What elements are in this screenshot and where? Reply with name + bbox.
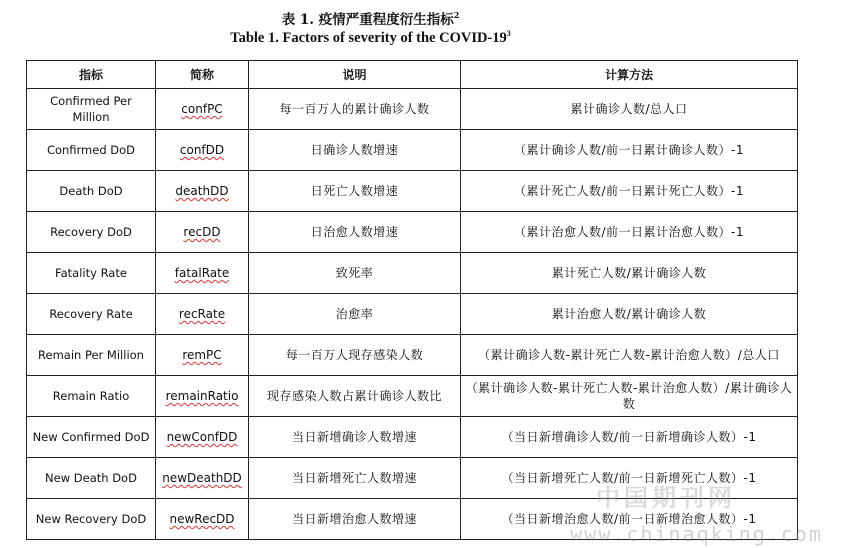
cell-calculation: 累计死亡人数/累计确诊人数: [461, 253, 798, 294]
cell-abbreviation: deathDD: [156, 171, 249, 212]
table-row: [27, 294, 798, 335]
cell-description: 当日新增死亡人数增速: [249, 458, 461, 499]
cell-calculation: （累计确诊人数-累计死亡人数-累计治愈人数）/总人口: [461, 335, 798, 376]
cell-indicator: New Confirmed DoD: [27, 417, 156, 458]
table-header-row: [27, 61, 798, 89]
table-row: [27, 335, 798, 376]
cell-indicator: Remain Per Million: [27, 335, 156, 376]
cell-description: 现存感染人数占累计确诊人数比: [249, 376, 461, 417]
cell-calculation: 累计确诊人数/总人口: [461, 89, 798, 130]
cell-calculation: 累计治愈人数/累计确诊人数: [461, 294, 798, 335]
cell-indicator: Remain Ratio: [27, 376, 156, 417]
cell-abbreviation: newConfDD: [156, 417, 249, 458]
cell-calculation: （当日新增治愈人数/前一日新增治愈人数）-1: [461, 499, 798, 540]
cell-abbreviation: confPC: [156, 89, 249, 130]
cell-abbreviation: remPC: [156, 335, 249, 376]
header-indicator: 指标: [27, 61, 156, 89]
cell-calculation: （当日新增确诊人数/前一日新增确诊人数）-1: [461, 417, 798, 458]
cell-abbreviation: recRate: [156, 294, 249, 335]
cell-abbreviation: confDD: [156, 130, 249, 171]
table-row: [27, 417, 798, 458]
table-row: [27, 130, 798, 171]
cell-calculation: （当日新增死亡人数/前一日新增死亡人数）-1: [461, 458, 798, 499]
table-row: [27, 89, 798, 130]
cell-description: 当日新增治愈人数增速: [249, 499, 461, 540]
cell-calculation: （累计确诊人数-累计死亡人数-累计治愈人数）/累计确诊人数: [461, 376, 798, 417]
cell-description: 每一百万人的累计确诊人数: [249, 89, 461, 130]
cell-description: 日死亡人数增速: [249, 171, 461, 212]
cell-abbreviation: newRecDD: [156, 499, 249, 540]
table-row: [27, 253, 798, 294]
cell-description: 日确诊人数增速: [249, 130, 461, 171]
watermark-url: www.chinaqking.com: [570, 522, 823, 546]
header-abbreviation: 简称: [156, 61, 249, 89]
cell-abbreviation: fatalRate: [156, 253, 249, 294]
table-row: [27, 212, 798, 253]
cell-indicator: Confirmed Per Million: [27, 89, 156, 130]
cell-description: 当日新增确诊人数增速: [249, 417, 461, 458]
header-description: 说明: [249, 61, 461, 89]
cell-calculation: （累计治愈人数/前一日累计治愈人数）-1: [461, 212, 798, 253]
cell-description: 致死率: [249, 253, 461, 294]
table-row: [27, 171, 798, 212]
cell-abbreviation: newDeathDD: [156, 458, 249, 499]
watermark-logo-text: 中国期刊网: [596, 484, 736, 512]
table-title-english: Table 1. Factors of severity of the COVID-$19^3$: [230, 29, 511, 46]
cell-calculation: （累计死亡人数/前一日累计死亡人数）-1: [461, 171, 798, 212]
cell-indicator: Recovery DoD: [27, 212, 156, 253]
cell-indicator: Recovery Rate: [27, 294, 156, 335]
table-row: [27, 376, 798, 417]
cell-indicator: Death DoD: [27, 171, 156, 212]
severity-factors-table: [26, 60, 798, 540]
cell-indicator: Confirmed DoD: [27, 130, 156, 171]
cell-abbreviation: remainRatio: [156, 376, 249, 417]
cell-indicator: Fatality Rate: [27, 253, 156, 294]
cell-indicator: New Death DoD: [27, 458, 156, 499]
cell-description: 每一百万人现存感染人数: [249, 335, 461, 376]
table-title-chinese: 表 1. 疫情严重程度衍生指标$^2$: [281, 10, 460, 28]
cell-abbreviation: recDD: [156, 212, 249, 253]
cell-description: 日治愈人数增速: [249, 212, 461, 253]
cell-calculation: （累计确诊人数/前一日累计确诊人数）-1: [461, 130, 798, 171]
cell-indicator: New Recovery DoD: [27, 499, 156, 540]
cell-description: 治愈率: [249, 294, 461, 335]
header-calculation: 计算方法: [461, 61, 798, 89]
